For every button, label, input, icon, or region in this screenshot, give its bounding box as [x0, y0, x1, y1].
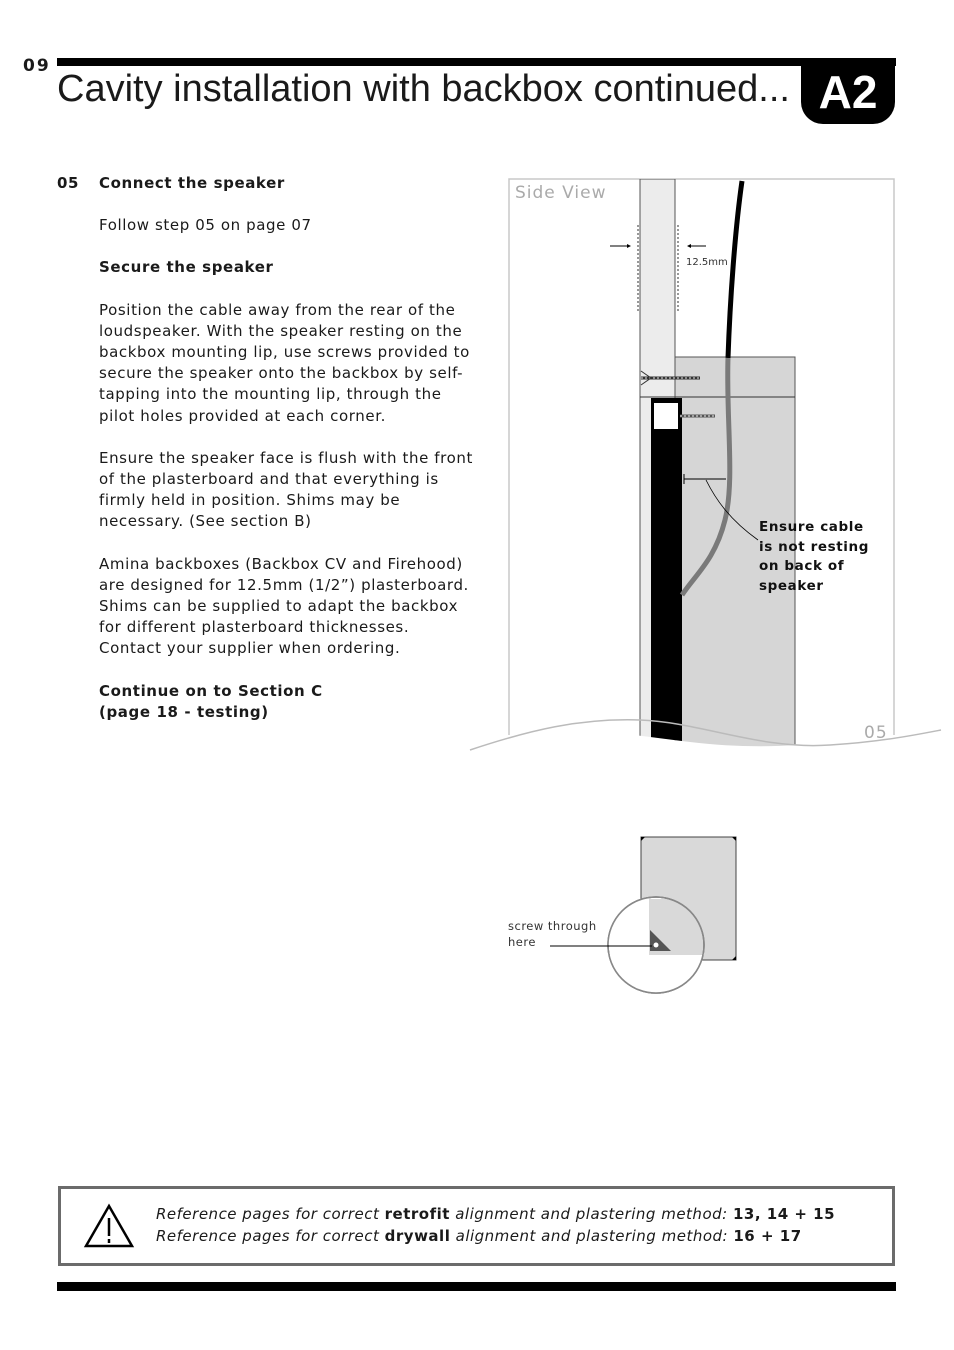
reference-warning-box	[58, 1186, 895, 1266]
paragraph-contact: Contact your supplier when ordering.	[99, 639, 401, 658]
callout-line-1: Ensure cable	[759, 519, 864, 535]
bottom-rule	[57, 1282, 896, 1291]
page-title: Cavity installation with backbox continued...	[57, 68, 790, 110]
step-title: Connect the speaker	[99, 174, 285, 192]
continue-line-1: Continue on to Section C	[99, 681, 323, 700]
warning-icon	[83, 1203, 135, 1249]
side-view-diagram	[470, 179, 941, 779]
speaker-bezel	[653, 402, 679, 430]
continue-line-2: (page 18 - testing)	[99, 702, 269, 721]
page-number: 09	[23, 56, 51, 76]
callout-line-3: on back of	[759, 558, 845, 574]
corner-detail-diagram	[508, 837, 736, 993]
pilot-hole	[654, 943, 659, 948]
section-badge: A2	[801, 60, 895, 124]
paragraph-backboxes: Amina backboxes (Backbox CV and Firehood) are designed for 12.5mm (1/2”) plasterboard.	[99, 554, 469, 594]
secure-heading: Secure the speaker	[99, 258, 274, 277]
warning-line-retrofit: Reference pages for correct retrofit alignment and plastering method: 13, 14 + 15	[156, 1205, 836, 1223]
callout-line-4: speaker	[759, 578, 824, 594]
screw-label-line-2: here	[508, 935, 536, 949]
screw-label-line-1: screw through	[508, 919, 597, 933]
cable-black	[728, 181, 742, 358]
callout-line-2: is not resting	[759, 539, 870, 555]
measurement-label: 12.5mm	[686, 257, 728, 268]
step-number: 05	[57, 174, 80, 192]
step-label-05: 05	[864, 723, 888, 743]
paragraph-flush: Ensure the speaker face is flush with the front of the plasterboard and that everything is firmly held in position. Shims may be necessary. (See section B)	[99, 448, 473, 531]
paragraph-position-cable: Position the cable away from the rear of the loudspeaker. With the speaker resting on the backbox mounting lip, use screws provided to secure the speaker onto the backbox by self-tapping into the mounting lip, through the pilot holes provided at each corner.	[99, 300, 470, 425]
warning-line-drywall: Reference pages for correct drywall alignment and plastering method: 16 + 17	[156, 1227, 802, 1245]
paragraph-shims: Shims can be supplied to adapt the backbox for different plasterboard thicknesses.	[99, 597, 459, 637]
side-view-label: Side View	[515, 183, 607, 203]
follow-instruction: Follow step 05 on page 07	[99, 216, 312, 235]
